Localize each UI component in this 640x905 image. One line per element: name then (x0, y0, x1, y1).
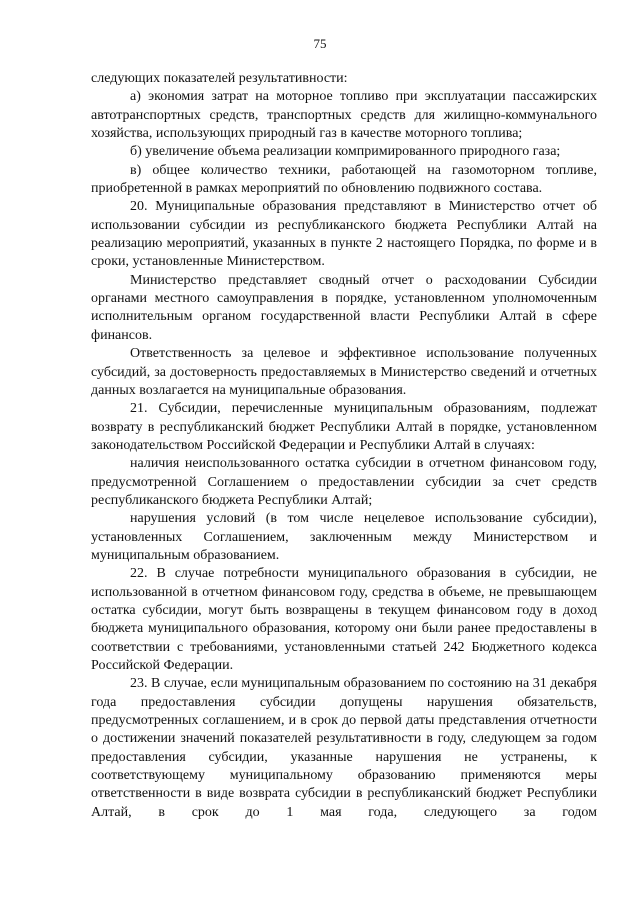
paragraph-clause-21: 21. Субсидии, перечисленные муниципальным образованиям, подлежат возврату в республиканский бюджет Республики Алтай в порядке, установленном законодательством Российской Федерации и Республики Алтай в случаях: (91, 401, 597, 453)
paragraph-violation: нарушения условий (в том числе нецелевое использование субсидии), установленных Соглашением, заключенным между Министерством и муниципальным образованием. (91, 511, 597, 563)
paragraph-responsibility: Ответственность за целевое и эффективное использование полученных субсидий, за достоверность предоставляемых в Министерство сведений и отчетных данных возлагается на муниципальные образования. (91, 346, 597, 398)
paragraph-lead-in: следующих показателей результативности: (91, 71, 348, 86)
paragraph-item-b: б) увеличение объема реализации компримированного природного газа; (130, 144, 561, 160)
paragraph-clause-22: 22. В случае потребности муниципального образования в субсидии, не использованной в отчетном финансовом году, средства в объеме, не превышающем остатка субсидии, могут быть возвращены в текущем финансовом году в доход бюджета муниципального образования, которому они были ранее предоставлены в соответствии с требованиями, установленными статьей 242 Бюджетного кодекса Российской Федерации. (91, 566, 597, 673)
document-body (91, 70, 597, 822)
paragraph-item-v: в) общее количество техники, работающей на газомоторном топливе, приобретенной в рамках мероприятий по обновлению подвижного состава. (91, 162, 597, 197)
paragraph-clause-23: 23. В случае, если муниципальным образованием по состоянию на 31 декабря года предоставления субсидии допущены нарушения обязательств, предусмотренных соглашением, и в срок до первой даты представления отчетности о достижении значений показателей результативности в году, следующем за годом предоставления субсидии, указанные нарушения не устранены, к соответствующему муниципальному образованию применяются меры ответственности в виде возврата субсидии в республиканский бюджет Республики Алтай, в срок до 1 мая года, следующего за годом (91, 676, 597, 820)
paragraph-clause-20: 20. Муниципальные образования представляют в Министерство отчет об использовании субсидии из республиканского бюджета Республики Алтай на реализацию мероприятий, указанных в пункте 2 настоящего Порядка, по форме и в сроки, установленные Министерством. (91, 199, 597, 270)
page-number: 75 (313, 36, 327, 51)
paragraph-ministry-report: Министерство представляет сводный отчет о расходовании Субсидии органами местного самоуправления в порядке, установленном уполномоченным исполнительным органом государственной власти Республики Алтай в сфере финансов. (91, 272, 597, 343)
paragraph-item-a: а) экономия затрат на моторное топливо при эксплуатации пассажирских автотранспортных средств, транспортных средств для жилищно-коммунального хозяйства, использующих природный газ в качестве моторного топлива; (91, 89, 597, 142)
paragraph-unused-balance: наличия неиспользованного остатка субсидии в отчетном финансовом году, предусмотренной Соглашением о предоставлении субсидии за счет средств республиканского бюджета Республики Алтай; (91, 456, 597, 508)
